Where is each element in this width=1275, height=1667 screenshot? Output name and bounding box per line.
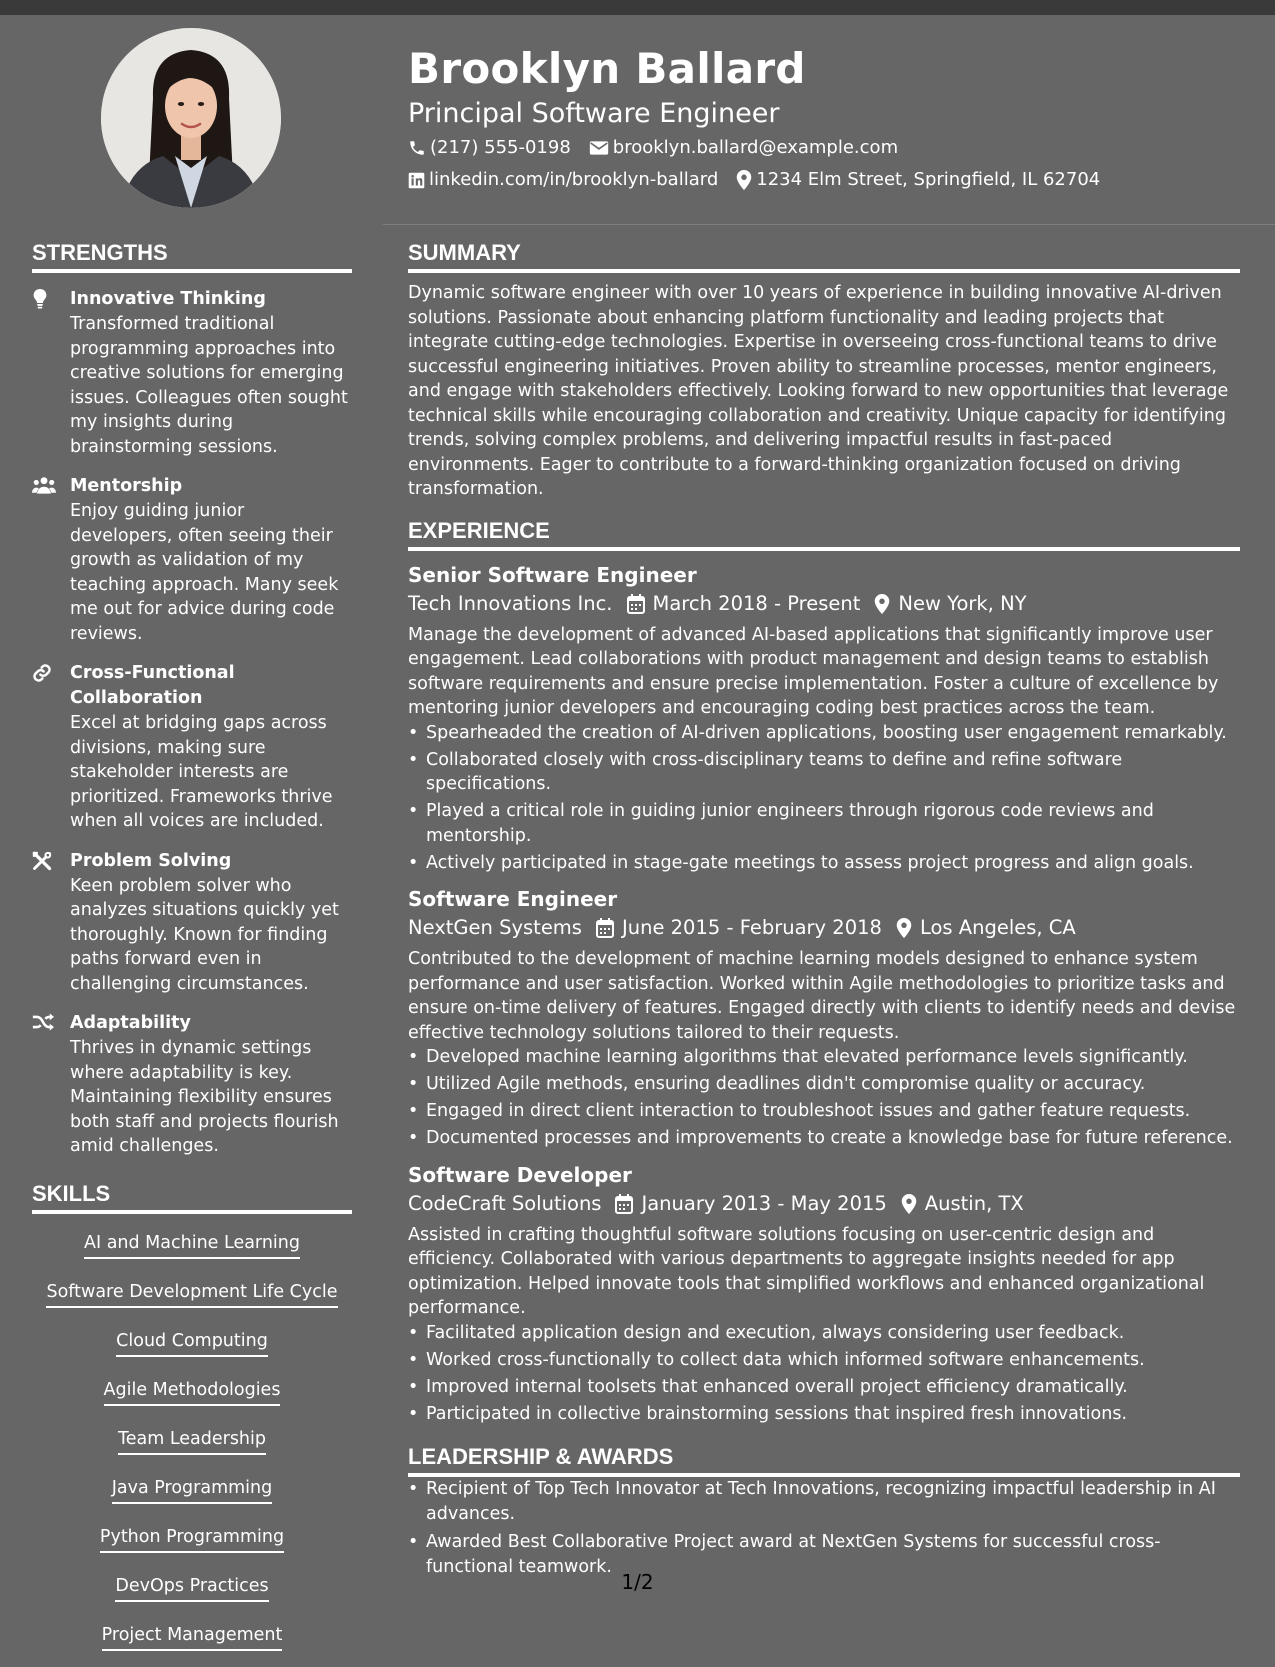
job-bullet: • Collaborated closely with cross-disciplinary teams to define and refine software specifications. (426, 748, 1240, 797)
job-bullets (408, 1321, 1240, 1427)
job-bullet: • Engaged in direct client interaction to troubleshoot issues and gather feature requests. (426, 1099, 1240, 1124)
strength-item (32, 849, 352, 997)
job-entry (408, 1161, 1240, 1427)
tools-icon (32, 851, 52, 871)
job-dates-text: March 2018 - Present (652, 591, 861, 615)
strength-title: Problem Solving (70, 850, 232, 871)
job-location (874, 589, 1026, 619)
link-icon (32, 663, 52, 683)
summary-text: Dynamic software engineer with over 10 years of experience in building innovative AI-driven solutions. Passionate about enhancing platform functionality and leading projects that integrate cutting-edge technologies. Expertise in overseeing cross-functional teams to drive successful engineering initiatives. Proven ability to streamline processes, mentor engineers, and engage with stakeholders effectively. Looking forward to new opportunities that leverage technical skills while encouraging collaboration and creativity. Unique capacity for identifying trends, solving complex problems, and delivering impactful results in fast-paced environments. Eager to contribute to a forward-thinking organization focused on driving transformation. (408, 283, 1229, 499)
job-dates (615, 1189, 886, 1219)
job-bullet: • Utilized Agile methods, ensuring deadlines didn't compromise quality or accuracy. (426, 1072, 1240, 1097)
skill-item: Agile Methodologies (104, 1378, 281, 1406)
job-bullet: • Documented processes and improvements to create a knowledge base for future reference. (426, 1126, 1240, 1151)
candidate-name: Brooklyn Ballard (408, 44, 806, 93)
job-bullet: • Actively participated in stage-gate meetings to assess project progress and align goals. (426, 851, 1240, 876)
page-number: 1/2 (621, 1570, 654, 1594)
main-content (408, 240, 1240, 1583)
job-location (896, 913, 1076, 943)
phone-icon (408, 139, 426, 157)
contact-row-1 (408, 132, 1238, 164)
resume-header (408, 42, 1238, 196)
linkedin-icon (408, 172, 425, 189)
strengths-list (32, 287, 352, 1159)
skill-item: Cloud Computing (116, 1329, 268, 1357)
skill-item: Team Leadership (118, 1427, 266, 1455)
calendar-icon (615, 1194, 633, 1214)
job-title: Senior Software Engineer (408, 562, 697, 587)
strength-title: Innovative Thinking (70, 289, 266, 309)
strength-desc: Thrives in dynamic settings where adaptability is key. Maintaining flexibility ensures both staff and projects flourish amid challenges. (70, 1038, 339, 1156)
sidebar (32, 240, 352, 1667)
skill-item: DevOps Practices (115, 1574, 268, 1602)
leadership-heading: LEADERSHIP & AWARDS (408, 1444, 1240, 1477)
strength-desc: Transformed traditional programming approaches into creative solutions for emerging issues. Colleagues often sought my insights during brainstorming sessions. (70, 314, 348, 457)
job-dates-text: January 2013 - May 2015 (641, 1191, 887, 1215)
job-bullet: • Worked cross-functionally to collect data which informed software enhancements. (426, 1348, 1240, 1373)
job-bullet: • Facilitated application design and execution, always considering user feedback. (426, 1321, 1240, 1346)
users-icon (32, 476, 56, 494)
strength-item (32, 287, 352, 459)
strength-title: Cross-Functional Collaboration (70, 663, 235, 708)
top-bar (0, 0, 1275, 15)
job-entry (408, 561, 1240, 876)
job-location-text: Austin, TX (924, 1191, 1024, 1215)
job-bullets (408, 1045, 1240, 1151)
strength-desc: Excel at bridging gaps across divisions, making sure stakeholder interests are prioritized. Frameworks thrive when all voices are included. (70, 713, 333, 831)
map-pin-icon (896, 918, 912, 938)
strength-item (32, 474, 352, 646)
map-pin-icon (874, 594, 890, 614)
calendar-icon (627, 594, 645, 614)
skill-item: Software Development Life Cycle (46, 1280, 337, 1308)
header-divider (383, 224, 1275, 225)
job-dates (627, 589, 861, 619)
job-company: NextGen Systems (408, 916, 582, 939)
strength-item (32, 1011, 352, 1159)
map-pin-icon (736, 170, 752, 190)
skill-item: Python Programming (100, 1525, 284, 1553)
calendar-icon (596, 918, 614, 938)
map-pin-icon (901, 1194, 917, 1214)
strength-title: Mentorship (70, 476, 183, 496)
lightbulb-icon (32, 289, 48, 309)
job-description: Manage the development of advanced AI-based applications that significantly improve user engagement. Lead collaborations with product management and design teams to establish software requirements and ensure precise implementation. Foster a culture of excellence by mentoring junior developers and encouraging coding best practices across the team. (408, 624, 1219, 718)
job-title: Software Developer (408, 1162, 632, 1187)
experience-heading: EXPERIENCE (408, 518, 1240, 551)
job-location-text: New York, NY (898, 591, 1027, 615)
address-contact (736, 164, 1100, 196)
skills-heading: SKILLS (32, 1181, 352, 1214)
linkedin-contact[interactable] (408, 164, 718, 196)
strength-item (32, 661, 352, 834)
award-item: • Awarded Best Collaborative Project award at NextGen Systems for successful cross-functional teamwork. (426, 1530, 1240, 1579)
profile-photo (101, 28, 281, 208)
job-company: Tech Innovations Inc. (408, 591, 613, 615)
shuffle-icon (32, 1013, 54, 1031)
phone-text: (217) 555-0198 (430, 137, 571, 158)
summary-heading: SUMMARY (408, 240, 1240, 273)
job-dates-text: June 2015 - February 2018 (621, 916, 882, 939)
job-meta (408, 1189, 1240, 1219)
skill-item: Project Management (102, 1623, 283, 1651)
email-text[interactable]: brooklyn.ballard@example.com (612, 137, 899, 158)
skill-item: AI and Machine Learning (84, 1231, 300, 1259)
skill-item: Java Programming (112, 1476, 272, 1504)
job-entry (408, 885, 1240, 1151)
strength-desc: Keen problem solver who analyzes situations quickly yet thoroughly. Known for finding paths forward even in challenging circumstances. (70, 875, 339, 994)
envelope-icon (589, 140, 609, 156)
candidate-title: Principal Software Engineer (408, 98, 780, 129)
address-text: 1234 Elm Street, Springfield, IL 62704 (756, 169, 1101, 190)
job-bullet: • Participated in collective brainstorming sessions that inspired fresh innovations. (426, 1402, 1240, 1427)
job-company: CodeCraft Solutions (408, 1191, 602, 1215)
job-description: Contributed to the development of machine learning models designed to enhance system performance and user satisfaction. Worked within Agile methodologies to prioritize tasks and ensure on-time delivery of features. Engaged directly with clients to identify needs and devise effective technology solutions tailored to their requests. (408, 949, 1236, 1043)
job-bullet: • Improved internal toolsets that enhanced overall project efficiency dramatically. (426, 1375, 1240, 1400)
job-location-text: Los Angeles, CA (919, 916, 1076, 939)
job-title: Software Engineer (408, 887, 618, 911)
job-bullets (408, 721, 1240, 876)
strengths-heading: STRENGTHS (32, 240, 352, 273)
contact-row-2 (408, 164, 1238, 196)
job-bullet: • Played a critical role in guiding junior engineers through rigorous code reviews and mentorship. (426, 799, 1240, 848)
job-bullet: • Developed machine learning algorithms that elevated performance levels significantly. (426, 1045, 1240, 1070)
email-contact[interactable] (589, 132, 898, 164)
job-meta (408, 589, 1240, 619)
job-location (901, 1189, 1024, 1219)
linkedin-text[interactable]: linkedin.com/in/brooklyn-ballard (429, 169, 719, 190)
phone-contact (408, 132, 571, 164)
skills-list (32, 1226, 352, 1667)
job-meta (408, 913, 1240, 943)
awards-list (408, 1477, 1240, 1579)
strength-desc: Enjoy guiding junior developers, often seeing their growth as validation of my teaching approach. Many seek me out for advice during code reviews. (70, 501, 339, 644)
job-dates (596, 913, 882, 943)
award-item: • Recipient of Top Tech Innovator at Tech Innovations, recognizing impactful leadership in AI advances. (426, 1477, 1240, 1526)
strength-title: Adaptability (70, 1013, 191, 1033)
job-bullet: • Spearheaded the creation of AI-driven applications, boosting user engagement remarkably. (426, 721, 1240, 746)
job-description: Assisted in crafting thoughtful software solutions focusing on user-centric design and efficiency. Collaborated with various departments to aggregate insights needed for app optimization. Helped innovate tools that simplified workflows and enhanced organizational performance. (408, 1224, 1205, 1318)
